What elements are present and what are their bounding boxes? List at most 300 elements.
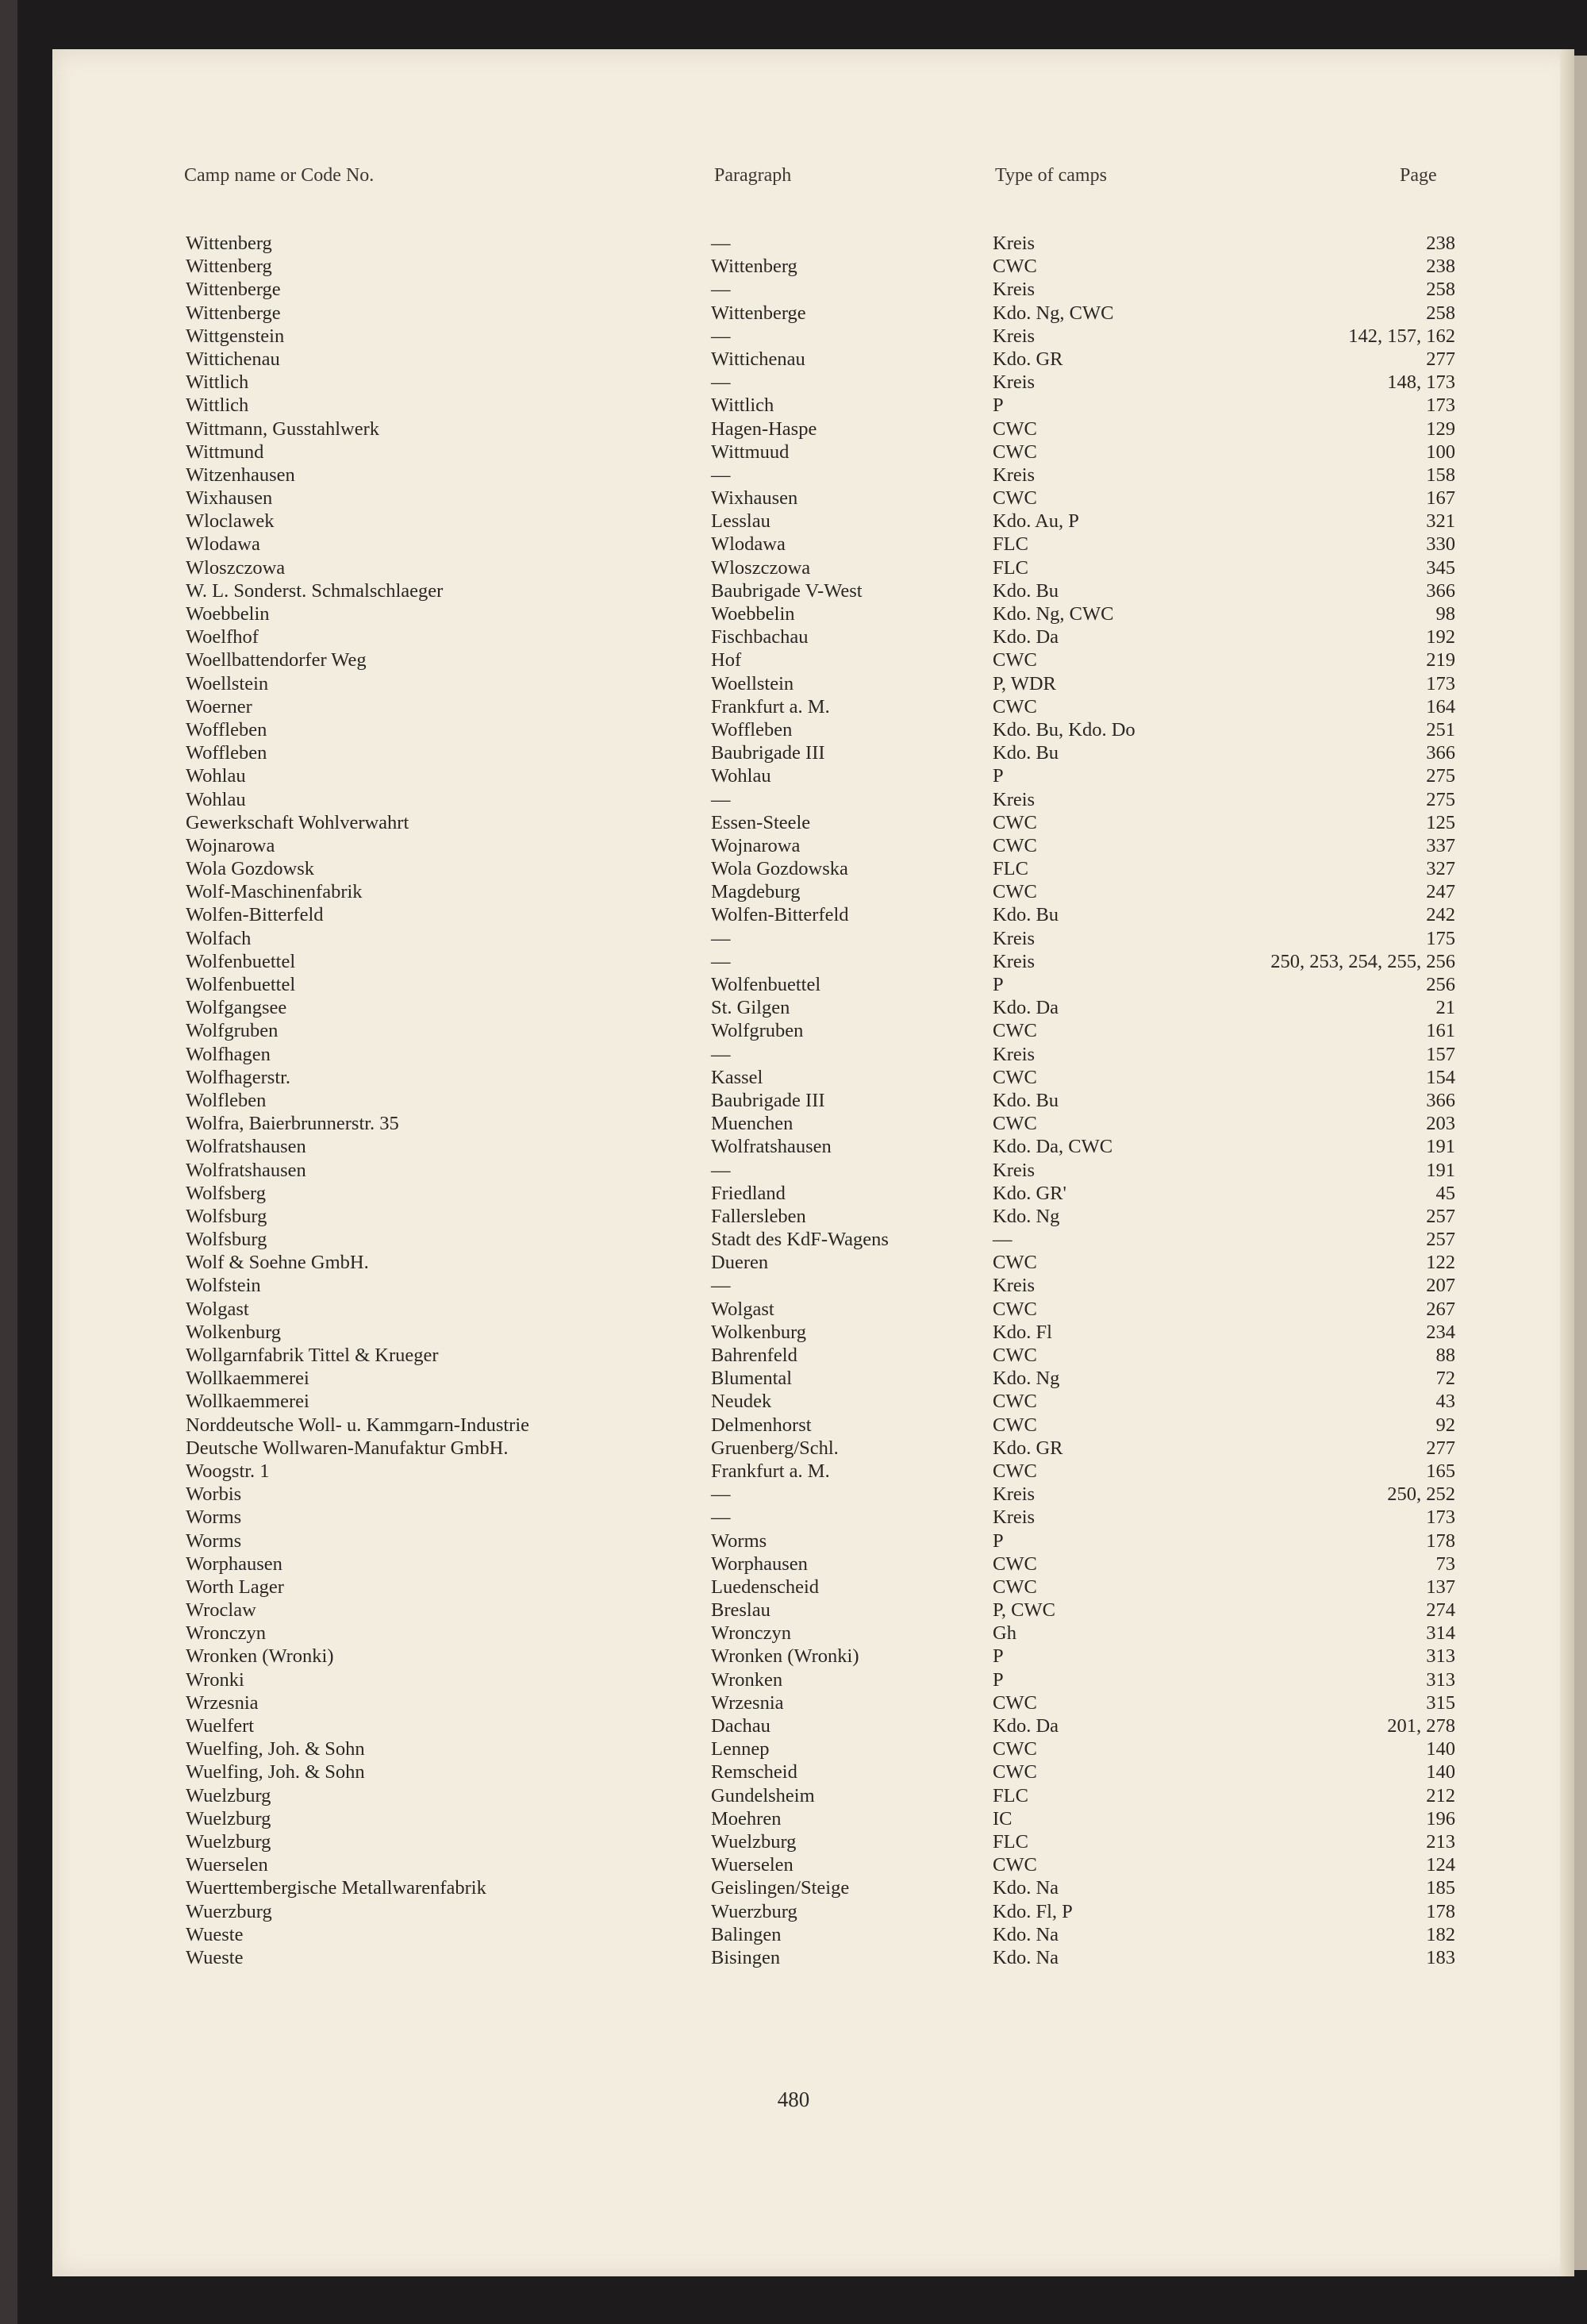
camp-type-cell: CWC: [993, 487, 1037, 510]
camp-type-cell: P: [993, 394, 1004, 417]
camp-type-cell: CWC: [993, 1460, 1037, 1482]
paragraph-cell: —: [711, 950, 731, 972]
table-row: [0, 1066, 1587, 1089]
table-row: [0, 579, 1587, 602]
camp-type-cell: CWC: [993, 834, 1037, 856]
camp-type-cell: Kreis: [993, 1043, 1036, 1065]
page-ref-cell: 257: [1426, 1205, 1455, 1227]
page-ref-cell: 313: [1426, 1668, 1455, 1691]
column-headers: [0, 165, 1587, 197]
camp-name-cell: Wolfsburg: [186, 1229, 267, 1251]
table-row: [0, 996, 1587, 1019]
camp-type-cell: Kdo. Bu: [993, 1089, 1059, 1111]
page-ref-cell: 203: [1426, 1113, 1455, 1135]
paragraph-cell: Geislingen/Steige: [711, 1877, 850, 1899]
camp-type-cell: Kdo. Da: [993, 626, 1059, 648]
page-number: 480: [777, 2087, 810, 2111]
camp-type-cell: CWC: [993, 1252, 1037, 1274]
table-row: [0, 1946, 1587, 1969]
table-row: [0, 1112, 1587, 1135]
camp-name-cell: Worth Lager: [186, 1576, 284, 1598]
table-row: [0, 278, 1587, 301]
paragraph-cell: Frankfurt a. M.: [711, 1460, 830, 1482]
paragraph-cell: Hof: [711, 649, 742, 671]
camp-name-cell: Wittenberg: [186, 233, 272, 254]
paragraph-cell: Woffleben: [711, 718, 793, 741]
page-ref-cell: 92: [1435, 1414, 1455, 1436]
camp-name-cell: Wuerzburg: [186, 1900, 272, 1922]
page-ref-cell: 327: [1426, 858, 1455, 880]
table-row: [0, 880, 1587, 903]
camp-name-cell: Wueste: [186, 1946, 244, 1968]
page-ref-cell: 192: [1426, 626, 1455, 648]
camp-type-cell: CWC: [993, 1391, 1037, 1413]
camp-type-cell: Kdo. Bu: [993, 742, 1059, 764]
camp-type-cell: P: [993, 1668, 1004, 1691]
table-row: [0, 788, 1587, 811]
camp-name-cell: Wuerttembergische Metallwarenfabrik: [186, 1877, 486, 1899]
table-row: [0, 903, 1587, 926]
table-row: [0, 1807, 1587, 1830]
paragraph-cell: Gruenberg/Schl.: [711, 1437, 839, 1459]
page-ref-cell: 321: [1426, 510, 1455, 533]
camp-name-cell: Wolfhagen: [186, 1043, 271, 1065]
camp-name-cell: Woelfhof: [186, 626, 259, 648]
table-row: [0, 232, 1587, 255]
paragraph-cell: Wittichenau: [711, 348, 805, 370]
paragraph-cell: Lesslau: [711, 510, 770, 533]
paragraph-cell: Wronken: [711, 1668, 783, 1691]
table-row: [0, 348, 1587, 371]
table-row: [0, 1367, 1587, 1390]
page-ref-cell: 275: [1426, 765, 1455, 787]
page-ref-cell: 165: [1426, 1460, 1455, 1482]
camp-name-cell: Wolkenburg: [186, 1321, 282, 1343]
camp-name-cell: W. L. Sonderst. Schmalschlaeger: [186, 579, 444, 602]
paragraph-cell: Wittmuud: [711, 441, 790, 463]
camp-name-cell: Woffleben: [186, 742, 267, 764]
page-ref-cell: 191: [1426, 1159, 1455, 1181]
paragraph-cell: Wolfratshausen: [711, 1136, 832, 1158]
camp-type-cell: FLC: [993, 858, 1028, 880]
camp-name-cell: Wittlich: [186, 371, 249, 394]
camp-type-cell: Kreis: [993, 1159, 1036, 1181]
camp-type-cell: FLC: [993, 533, 1028, 556]
paragraph-cell: —: [711, 1159, 731, 1181]
page-ref-cell: 250, 253, 254, 255, 256: [1270, 950, 1455, 972]
page-ref-cell: 142, 157, 162: [1348, 325, 1455, 347]
paragraph-cell: Dachau: [711, 1715, 770, 1737]
table-row: [0, 464, 1587, 487]
table-row: [0, 1019, 1587, 1042]
page-ref-cell: 164: [1426, 695, 1455, 718]
table-row: [0, 1483, 1587, 1506]
page-ref-cell: 345: [1426, 556, 1455, 579]
table-row: [0, 718, 1587, 741]
page-ref-cell: 140: [1426, 1738, 1455, 1760]
camp-name-cell: Wittenberge: [186, 302, 281, 324]
camp-name-cell: Wolfratshausen: [186, 1136, 306, 1158]
camp-type-cell: Kdo. Fl: [993, 1321, 1052, 1343]
paragraph-cell: Fischbachau: [711, 626, 809, 648]
page-ref-cell: 251: [1426, 718, 1455, 741]
page-ref-cell: 277: [1426, 348, 1455, 370]
camp-type-cell: Kreis: [993, 464, 1036, 486]
camp-type-cell: Kdo. Au, P: [993, 510, 1079, 533]
camp-name-cell: Wolfhagerstr.: [186, 1066, 291, 1088]
table-row: [0, 602, 1587, 625]
table-row: [0, 950, 1587, 973]
table-row: [0, 302, 1587, 325]
header-page: Page: [1400, 165, 1437, 186]
camp-name-cell: Wola Gozdowsk: [186, 858, 315, 880]
camp-type-cell: Kdo. GR: [993, 1437, 1063, 1459]
paragraph-cell: Muenchen: [711, 1113, 794, 1135]
camp-name-cell: Wittenberg: [186, 256, 272, 278]
camp-name-cell: Wueste: [186, 1923, 244, 1945]
paragraph-cell: Essen-Steele: [711, 811, 811, 833]
camp-name-cell: Wolfgruben: [186, 1020, 279, 1042]
page-ref-cell: 124: [1426, 1854, 1455, 1876]
paragraph-cell: Wuerselen: [711, 1854, 794, 1876]
camp-type-cell: Kdo. Bu, Kdo. Do: [993, 718, 1135, 741]
paragraph-cell: Blumental: [711, 1368, 793, 1390]
paragraph-cell: —: [711, 788, 731, 810]
paragraph-cell: Luedenscheid: [711, 1576, 820, 1598]
table-row: [0, 487, 1587, 510]
camp-type-cell: CWC: [993, 417, 1037, 440]
page-ref-cell: 274: [1426, 1599, 1455, 1622]
camp-name-cell: Wuelzburg: [186, 1807, 271, 1830]
paragraph-cell: Fallersleben: [711, 1205, 806, 1227]
camp-type-cell: Kdo. Na: [993, 1923, 1059, 1945]
page-ref-cell: 242: [1426, 904, 1455, 926]
page-ref-cell: 315: [1426, 1691, 1455, 1714]
camp-name-cell: Wittlich: [186, 394, 249, 417]
table-row: [0, 1159, 1587, 1182]
camp-type-cell: CWC: [993, 441, 1037, 463]
table-row: [0, 764, 1587, 787]
camp-name-cell: Wittenberge: [186, 279, 281, 301]
camp-name-cell: Wolfratshausen: [186, 1159, 306, 1181]
paragraph-cell: Wolkenburg: [711, 1321, 807, 1343]
table-row: [0, 1251, 1587, 1274]
paragraph-cell: Woebbelin: [711, 603, 795, 625]
camp-type-cell: Kdo. Na: [993, 1877, 1059, 1899]
table-row: [0, 973, 1587, 996]
camp-type-cell: Kreis: [993, 325, 1036, 347]
paragraph-cell: St. Gilgen: [711, 997, 790, 1019]
page-ref-cell: 182: [1426, 1923, 1455, 1945]
page-ref-cell: 21: [1435, 997, 1455, 1019]
page-ref-cell: 125: [1426, 811, 1455, 833]
camp-type-cell: P: [993, 1529, 1004, 1552]
camp-name-cell: Wolfgangsee: [186, 997, 287, 1019]
paragraph-cell: Wolgast: [711, 1298, 774, 1320]
paragraph-cell: Wojnarowa: [711, 834, 801, 856]
page-ref-cell: 267: [1426, 1298, 1455, 1320]
paragraph-cell: —: [711, 371, 731, 394]
camp-name-cell: Worbis: [186, 1483, 242, 1506]
paragraph-cell: Wolfgruben: [711, 1020, 804, 1042]
paragraph-cell: Wrzesnia: [711, 1691, 784, 1714]
table-row: [0, 1182, 1587, 1205]
table-row: [0, 1830, 1587, 1853]
camp-name-cell: Wloclawek: [186, 510, 275, 533]
camp-type-cell: Kdo. Da: [993, 1715, 1059, 1737]
camp-type-cell: Kreis: [993, 1275, 1036, 1297]
camp-name-cell: Norddeutsche Woll- u. Kammgarn-Industrie: [186, 1414, 530, 1436]
page-ref-cell: 158: [1426, 464, 1455, 486]
paragraph-cell: Baubrigade V-West: [711, 579, 863, 602]
table-row: [0, 857, 1587, 880]
paragraph-cell: Wolfen-Bitterfeld: [711, 904, 849, 926]
paragraph-cell: Lennep: [711, 1738, 770, 1760]
page-ref-cell: 173: [1426, 672, 1455, 695]
page-ref-cell: 88: [1435, 1345, 1455, 1366]
table-row: [0, 672, 1587, 695]
camp-type-cell: CWC: [993, 1113, 1037, 1135]
page-ref-cell: 207: [1426, 1275, 1455, 1297]
page-ref-cell: 257: [1426, 1229, 1455, 1251]
camp-name-cell: Wollkaemmerei: [186, 1391, 309, 1413]
camp-name-cell: Wrzesnia: [186, 1691, 259, 1714]
camp-name-cell: Wuelfert: [186, 1715, 255, 1737]
camp-type-cell: Gh: [993, 1622, 1016, 1645]
camp-name-cell: Worms: [186, 1529, 242, 1552]
table-row: [0, 1390, 1587, 1413]
camp-name-cell: Wuelzburg: [186, 1830, 271, 1853]
paragraph-cell: Bahrenfeld: [711, 1345, 797, 1366]
paragraph-cell: Wolfenbuettel: [711, 974, 821, 995]
table-row: [0, 1668, 1587, 1691]
table-row: [0, 325, 1587, 348]
header-camp-name: Camp name or Code No.: [184, 165, 375, 186]
camp-type-cell: CWC: [993, 695, 1037, 718]
camp-type-cell: P, CWC: [993, 1599, 1055, 1622]
camp-name-cell: Wohlau: [186, 788, 246, 810]
table-row: [0, 834, 1587, 857]
table-row: [0, 1460, 1587, 1483]
table-row: [0, 1506, 1587, 1529]
table-row: [0, 1853, 1587, 1876]
page-ref-cell: 250, 252: [1387, 1483, 1455, 1506]
paragraph-cell: Wola Gozdowska: [711, 858, 848, 880]
page-ref-cell: 213: [1426, 1830, 1455, 1853]
page-ref-cell: 167: [1426, 487, 1455, 510]
table-row: [0, 1691, 1587, 1714]
camp-type-cell: Kdo. Ng: [993, 1368, 1060, 1390]
table-row: [0, 1645, 1587, 1668]
page-ref-cell: 337: [1426, 834, 1455, 856]
table-row: [0, 1529, 1587, 1553]
camp-type-cell: Kdo. GR': [993, 1182, 1066, 1204]
paragraph-cell: Frankfurt a. M.: [711, 695, 830, 718]
camp-type-cell: Kdo. Bu: [993, 904, 1059, 926]
page-ref-cell: 212: [1426, 1784, 1455, 1806]
camp-type-cell: —: [993, 1229, 1013, 1251]
page-ref-cell: 178: [1426, 1900, 1455, 1922]
camp-name-cell: Wroclaw: [186, 1599, 256, 1622]
table-row: [0, 1923, 1587, 1946]
paragraph-cell: Wittlich: [711, 394, 774, 417]
table-row: [0, 648, 1587, 671]
camp-type-cell: CWC: [993, 1553, 1037, 1575]
camp-type-cell: Kdo. Bu: [993, 579, 1059, 602]
camp-type-cell: IC: [993, 1807, 1013, 1830]
table-row: [0, 1321, 1587, 1344]
paragraph-cell: —: [711, 1506, 731, 1529]
paragraph-cell: Wronken (Wronki): [711, 1645, 859, 1668]
page-ref-cell: 129: [1426, 417, 1455, 440]
table-row: [0, 1205, 1587, 1228]
camp-type-cell: CWC: [993, 1854, 1037, 1876]
camp-name-cell: Wuelfing, Joh. & Sohn: [186, 1761, 365, 1783]
camp-name-cell: Wojnarowa: [186, 834, 275, 856]
camp-name-cell: Wittmund: [186, 441, 264, 463]
table-row: [0, 811, 1587, 834]
paragraph-cell: Gundelsheim: [711, 1784, 815, 1806]
table-row: [0, 1599, 1587, 1622]
page-ref-cell: 148, 173: [1387, 371, 1455, 394]
table-row: [0, 741, 1587, 764]
page-ref-cell: 140: [1426, 1761, 1455, 1783]
camp-type-cell: Kdo. Ng: [993, 1205, 1060, 1227]
paragraph-cell: Hagen-Haspe: [711, 417, 817, 440]
camp-type-cell: Kreis: [993, 1483, 1036, 1506]
paragraph-cell: Remscheid: [711, 1761, 797, 1783]
paragraph-cell: Magdeburg: [711, 881, 801, 903]
paragraph-cell: Wittenberge: [711, 302, 806, 324]
page-ref-cell: 258: [1426, 302, 1455, 324]
paragraph-cell: —: [711, 1483, 731, 1506]
paragraph-cell: —: [711, 279, 731, 301]
camp-name-cell: Wuerselen: [186, 1854, 268, 1876]
page-ref-cell: 178: [1426, 1529, 1455, 1552]
paragraph-cell: Wuerzburg: [711, 1900, 797, 1922]
paragraph-cell: —: [711, 325, 731, 347]
paragraph-cell: Balingen: [711, 1923, 782, 1945]
page-ref-cell: 219: [1426, 649, 1455, 671]
table-row: [0, 1714, 1587, 1737]
table-row: [0, 1135, 1587, 1158]
camp-name-cell: Wolfenbuettel: [186, 950, 296, 972]
camp-type-cell: CWC: [993, 881, 1037, 903]
page-ref-cell: 366: [1426, 1089, 1455, 1111]
camp-name-cell: Wohlau: [186, 765, 246, 787]
page-ref-cell: 196: [1426, 1807, 1455, 1830]
page-ref-cell: 238: [1426, 233, 1455, 254]
table-row: [0, 1760, 1587, 1783]
paragraph-cell: —: [711, 927, 731, 949]
camp-type-cell: CWC: [993, 1066, 1037, 1088]
page-ref-cell: 154: [1426, 1066, 1455, 1088]
camp-name-cell: Witzenhausen: [186, 464, 295, 486]
camp-type-cell: Kreis: [993, 1506, 1036, 1529]
paragraph-cell: Worms: [711, 1529, 767, 1552]
page-ref-cell: 313: [1426, 1645, 1455, 1668]
camp-name-cell: Wronki: [186, 1668, 244, 1691]
table-row: [0, 1274, 1587, 1297]
camp-name-cell: Wolgast: [186, 1298, 249, 1320]
table-row: [0, 1784, 1587, 1807]
camp-name-cell: Wronken (Wronki): [186, 1645, 334, 1668]
table-row: [0, 510, 1587, 533]
page-ref-cell: 275: [1426, 788, 1455, 810]
table-row: [0, 1437, 1587, 1460]
camp-type-cell: Kreis: [993, 233, 1036, 254]
camp-name-cell: Wixhausen: [186, 487, 273, 510]
camp-name-cell: Wlodawa: [186, 533, 260, 556]
camp-name-cell: Wolfleben: [186, 1089, 267, 1111]
camp-name-cell: Wolfstein: [186, 1275, 261, 1297]
paragraph-cell: Neudek: [711, 1391, 772, 1413]
page-ref-cell: 173: [1426, 1506, 1455, 1529]
page-ref-cell: 366: [1426, 579, 1455, 602]
camp-type-cell: P: [993, 974, 1004, 995]
table-row: [0, 1553, 1587, 1576]
page-ref-cell: 122: [1426, 1252, 1455, 1274]
page-ref-cell: 366: [1426, 742, 1455, 764]
camp-type-cell: P, WDR: [993, 672, 1056, 695]
camp-name-cell: Wolf & Soehne GmbH.: [186, 1252, 369, 1274]
paragraph-cell: Breslau: [711, 1599, 770, 1622]
table-row: [0, 1228, 1587, 1251]
table-row: [0, 695, 1587, 718]
table-row: [0, 255, 1587, 278]
header-type-of-camps: Type of camps: [995, 165, 1107, 186]
paragraph-cell: Wittenberg: [711, 256, 797, 278]
page-ref-cell: 157: [1426, 1043, 1455, 1065]
page-ref-cell: 137: [1426, 1576, 1455, 1598]
camp-type-cell: P: [993, 1645, 1004, 1668]
paragraph-cell: Wixhausen: [711, 487, 798, 510]
camp-name-cell: Deutsche Wollwaren-Manufaktur GmbH.: [186, 1437, 509, 1459]
camp-name-cell: Wolfenbuettel: [186, 974, 296, 995]
camp-name-cell: Wollgarnfabrik Tittel & Krueger: [186, 1345, 439, 1366]
camp-name-cell: Wolfsberg: [186, 1182, 267, 1204]
camp-name-cell: Woellbattendorfer Weg: [186, 649, 367, 671]
table-row: [0, 1043, 1587, 1066]
camp-name-cell: Woffleben: [186, 718, 267, 741]
camp-type-cell: CWC: [993, 811, 1037, 833]
camp-name-cell: Wolfsburg: [186, 1205, 267, 1227]
camp-type-cell: CWC: [993, 1020, 1037, 1042]
paragraph-cell: —: [711, 1275, 731, 1297]
camp-type-cell: FLC: [993, 1784, 1028, 1806]
paragraph-cell: Wlodawa: [711, 533, 786, 556]
page-ref-cell: 314: [1426, 1622, 1455, 1645]
table-row: [0, 1900, 1587, 1923]
page-ref-cell: 100: [1426, 441, 1455, 463]
camp-type-cell: Kdo. Fl, P: [993, 1900, 1073, 1922]
camp-name-cell: Gewerkschaft Wohlverwahrt: [186, 811, 409, 833]
camp-type-cell: CWC: [993, 1298, 1037, 1320]
camp-type-cell: Kreis: [993, 371, 1036, 394]
camp-type-cell: CWC: [993, 649, 1037, 671]
paragraph-cell: Worphausen: [711, 1553, 808, 1575]
page-ref-cell: 247: [1426, 881, 1455, 903]
camp-name-cell: Worms: [186, 1506, 242, 1529]
camp-name-cell: Wittmann, Gusstahlwerk: [186, 417, 379, 440]
table-row: [0, 1298, 1587, 1321]
camp-type-cell: CWC: [993, 256, 1037, 278]
page-ref-cell: 45: [1435, 1182, 1455, 1204]
camp-type-cell: CWC: [993, 1761, 1037, 1783]
camp-type-cell: Kreis: [993, 927, 1036, 949]
paragraph-cell: Dueren: [711, 1252, 769, 1274]
table-row: [0, 625, 1587, 648]
